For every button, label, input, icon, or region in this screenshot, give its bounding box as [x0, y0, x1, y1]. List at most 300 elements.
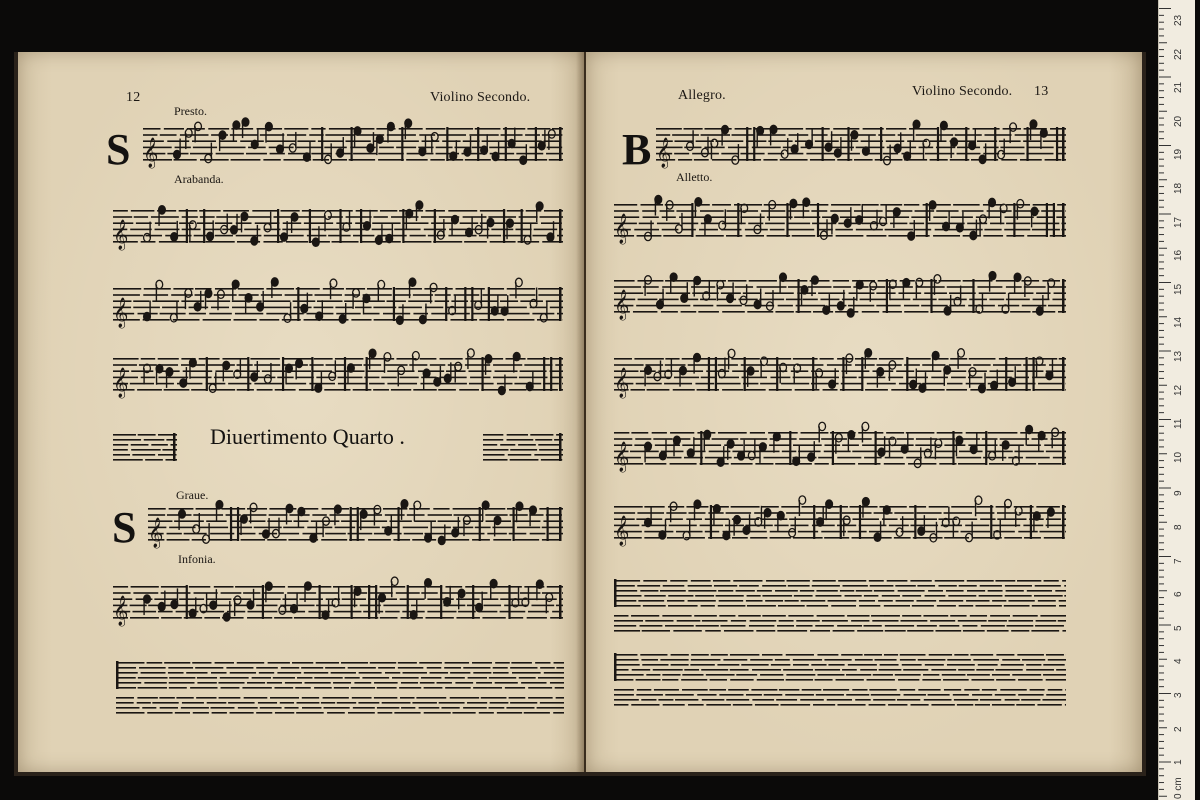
- staff-line: [179, 210, 198, 212]
- ruler-tick: [1159, 261, 1164, 262]
- staff-line: [842, 669, 857, 671]
- staff-line: [391, 216, 418, 218]
- staff-line: [895, 585, 915, 587]
- ruler-tick: [1159, 768, 1164, 769]
- staff-line: [837, 358, 853, 360]
- bar-line: [505, 127, 507, 161]
- staff-line: [717, 305, 742, 307]
- note-stem: [456, 140, 457, 156]
- staff-line: [721, 153, 738, 155]
- staff-line: [786, 674, 815, 676]
- staff-line: [953, 204, 980, 206]
- note-stem: [425, 136, 426, 152]
- staff-line: [138, 677, 168, 679]
- staff-line: [786, 654, 814, 656]
- bar-line: [464, 287, 466, 321]
- note-stem: [923, 143, 924, 159]
- staff-line: [335, 307, 352, 309]
- staff-line: [1005, 216, 1034, 218]
- staff-line: [527, 128, 550, 130]
- ruler-number: 1: [1173, 759, 1184, 766]
- staff-line: [1005, 585, 1032, 587]
- note-stem: [773, 437, 774, 453]
- staff-line: [524, 712, 550, 714]
- note-stem: [354, 131, 355, 147]
- staff-line: [832, 463, 855, 465]
- staff-line: [553, 712, 564, 714]
- staff-line: [260, 707, 282, 709]
- note-head: [452, 529, 459, 537]
- bar-line: [1025, 357, 1027, 391]
- staff-line: [614, 704, 628, 706]
- staff-line: [738, 615, 760, 617]
- staff-line: [696, 235, 724, 237]
- note-head: [247, 601, 254, 609]
- ruler-tick: [1159, 138, 1164, 139]
- staff-line: [160, 134, 177, 136]
- note-stem: [670, 277, 671, 293]
- staff-line: [1026, 457, 1050, 459]
- staff-line: [1011, 630, 1029, 632]
- staff-line: [256, 667, 278, 669]
- note-stem: [416, 599, 417, 615]
- staff-line: [816, 590, 837, 592]
- staff-line: [637, 585, 660, 587]
- staff-line: [512, 672, 541, 674]
- note-stem: [369, 353, 370, 369]
- ruler-tick: [1159, 207, 1164, 208]
- bar-line: [880, 127, 882, 161]
- ruler-tick: [1159, 63, 1164, 64]
- note-head: [970, 231, 977, 239]
- staff-line: [506, 707, 534, 709]
- staff-line: [482, 294, 507, 296]
- ruler-tick: [1159, 97, 1164, 98]
- staff-line: [898, 590, 925, 592]
- staff-line: [335, 358, 363, 360]
- note-stem: [1000, 519, 1001, 535]
- staff-line: [390, 520, 412, 522]
- staff-line: [713, 580, 730, 582]
- note-stem: [889, 284, 890, 300]
- staff-line: [782, 451, 796, 453]
- bar-line: [521, 209, 523, 243]
- staff-line: [811, 134, 827, 136]
- staff-line: [353, 153, 376, 155]
- staff-line: [493, 539, 511, 541]
- staff-line: [363, 313, 379, 315]
- staff-line: [509, 389, 526, 391]
- staff-line: [765, 292, 794, 294]
- note-stem: [285, 594, 286, 610]
- note-stem: [925, 372, 926, 388]
- staff-line: [1057, 204, 1066, 206]
- staff-line: [396, 147, 416, 149]
- staff-line: [667, 600, 684, 602]
- note-stem: [907, 433, 908, 449]
- note-head: [717, 458, 724, 466]
- staff-line: [657, 223, 680, 225]
- note-stem: [953, 521, 954, 537]
- staff-line: [231, 159, 261, 161]
- staff-line: [298, 216, 326, 218]
- note-stem: [156, 369, 157, 385]
- ruler-tick: [1159, 762, 1171, 763]
- staff-line: [924, 292, 947, 294]
- note-stem: [321, 372, 322, 388]
- staff-line: [722, 311, 745, 313]
- staff-line: [513, 140, 542, 142]
- staff-line: [944, 689, 961, 691]
- note-stem: [772, 290, 773, 306]
- staff-line: [351, 319, 371, 321]
- note-stem: [1015, 511, 1016, 527]
- bar-line: [503, 209, 505, 243]
- staff-line: [906, 358, 930, 360]
- staff-line: [937, 531, 959, 533]
- note-head: [419, 147, 426, 155]
- initial-letter: S: [106, 125, 131, 174]
- note-stem: [189, 225, 190, 241]
- bar-line: [535, 127, 537, 161]
- staff-line: [672, 134, 699, 136]
- note-stem: [644, 446, 645, 462]
- staff-line: [492, 527, 513, 529]
- staff-line: [304, 672, 328, 674]
- staff-line: [817, 654, 838, 656]
- staff-line: [792, 235, 816, 237]
- staff-line: [1062, 630, 1066, 632]
- staff-line: [732, 134, 754, 136]
- staff-line: [414, 520, 436, 522]
- staff-line: [999, 358, 1026, 360]
- clef-icon: 𝄞: [113, 596, 129, 626]
- staff-line: [168, 672, 184, 674]
- staff-line: [168, 667, 193, 669]
- note-stem: [704, 434, 705, 450]
- note-stem: [528, 586, 529, 602]
- ruler-tick: [1159, 282, 1171, 283]
- staff-line: [990, 615, 1010, 617]
- staff-line: [1043, 664, 1064, 666]
- staff-line: [295, 377, 313, 379]
- note-stem: [409, 282, 410, 298]
- staff-line: [634, 358, 663, 360]
- staff-line: [939, 280, 961, 282]
- staff-line: [483, 444, 497, 446]
- staff-line: [304, 222, 333, 224]
- note-stem: [903, 283, 904, 299]
- staff-line: [497, 712, 522, 714]
- staff-line: [864, 595, 879, 597]
- staff-line: [169, 682, 195, 684]
- ruler-tick: [1159, 8, 1171, 9]
- bar-line: [512, 507, 514, 541]
- note-stem: [956, 440, 957, 456]
- note-head: [645, 518, 652, 526]
- staff-line: [848, 531, 867, 533]
- staff-line: [360, 605, 381, 607]
- staff-line: [855, 358, 877, 360]
- note-stem: [687, 282, 688, 298]
- staff-line: [138, 687, 167, 689]
- staff-line: [333, 586, 351, 588]
- staff-line: [209, 313, 232, 315]
- note-stem: [318, 226, 319, 242]
- music-staff: [148, 500, 563, 546]
- ruler-tick: [1159, 35, 1164, 36]
- staff-line: [720, 625, 745, 627]
- staff-line: [838, 580, 866, 582]
- note-stem: [862, 502, 863, 518]
- note-head: [754, 300, 761, 308]
- note-head: [158, 602, 165, 610]
- staff-line: [750, 659, 772, 661]
- staff-line: [780, 159, 808, 161]
- staff-line: [667, 537, 683, 539]
- staff-line: [393, 539, 410, 541]
- staff-line: [740, 438, 767, 440]
- staff-line: [942, 674, 966, 676]
- initial-letter: B: [622, 125, 652, 174]
- note-stem: [835, 368, 836, 384]
- note-stem: [194, 126, 195, 142]
- note-stem: [1009, 127, 1010, 143]
- staff-line: [634, 229, 659, 231]
- staff-line: [818, 292, 845, 294]
- staff-line: [664, 383, 692, 385]
- staff-line: [1037, 216, 1055, 218]
- ruler-tick: [1159, 405, 1164, 406]
- note-stem: [242, 122, 243, 138]
- note-head: [520, 156, 527, 164]
- staff-line: [113, 586, 128, 588]
- staff-line: [717, 664, 739, 666]
- staff-line: [917, 512, 942, 514]
- staff-line: [411, 605, 441, 607]
- note-stem: [1015, 366, 1016, 382]
- staff-line: [670, 463, 697, 465]
- staff-line: [438, 520, 461, 522]
- staff-line: [992, 704, 1015, 706]
- staff-line: [171, 294, 193, 296]
- tempo-marking: Graue.: [176, 488, 209, 502]
- staff-line: [775, 463, 795, 465]
- staff-line: [732, 537, 748, 539]
- staff-line: [1003, 128, 1021, 130]
- staff-line: [427, 667, 442, 669]
- staff-line: [656, 128, 682, 130]
- ruler-tick: [1159, 172, 1164, 173]
- staff-line: [896, 438, 913, 440]
- staff-line: [939, 600, 963, 602]
- staff-line: [747, 605, 776, 607]
- staff-line: [751, 689, 777, 691]
- staff-line: [472, 662, 492, 664]
- note-head: [748, 451, 755, 459]
- note-stem: [777, 516, 778, 532]
- staff-line: [812, 585, 840, 587]
- staff-line: [777, 630, 807, 632]
- staff-line: [869, 531, 898, 533]
- staff-line: [377, 687, 397, 689]
- staff-line: [710, 679, 727, 681]
- staff-line: [762, 506, 779, 508]
- note-stem: [985, 143, 986, 159]
- bar-line: [822, 127, 824, 161]
- note-head: [683, 531, 690, 539]
- staff-line: [719, 615, 735, 617]
- staff-line: [314, 677, 342, 679]
- staff-line: [190, 687, 217, 689]
- ruler-tick: [1159, 645, 1164, 646]
- ruler-tick: [1159, 104, 1164, 105]
- note-stem: [935, 443, 936, 459]
- note-stem: [1051, 432, 1052, 448]
- staff-line: [614, 506, 643, 508]
- staff-line: [1065, 389, 1066, 391]
- staff-line: [463, 667, 490, 669]
- staff-line: [147, 662, 163, 664]
- staff-line: [848, 305, 874, 307]
- note-stem: [513, 357, 514, 373]
- bar-line: [926, 203, 928, 237]
- staff-line: [138, 434, 156, 436]
- staff-line: [916, 134, 937, 136]
- staff-line: [837, 159, 852, 161]
- staff-line: [954, 699, 978, 701]
- note-head: [659, 452, 666, 460]
- staff-line: [377, 707, 399, 709]
- music-staff: [614, 272, 1066, 318]
- staff-line: [900, 654, 926, 656]
- staff-line: [404, 533, 423, 535]
- staff-line: [198, 527, 228, 529]
- staff-line: [752, 147, 781, 149]
- ruler-tick: [1159, 159, 1164, 160]
- staff-line: [886, 432, 904, 434]
- staff-line: [511, 222, 537, 224]
- ruler-number: 16: [1173, 250, 1184, 262]
- staff-line: [348, 667, 376, 669]
- note-head: [719, 221, 726, 229]
- ruler-tick: [1159, 570, 1164, 571]
- staff-line: [988, 590, 1003, 592]
- staff-line: [694, 615, 717, 617]
- staff-line: [116, 712, 144, 714]
- staff-line: [169, 527, 195, 529]
- staff-line: [353, 707, 375, 709]
- staff-line: [958, 669, 974, 671]
- note-stem: [811, 280, 812, 296]
- staff-line: [867, 383, 896, 385]
- staff-line: [848, 664, 877, 666]
- staff-line: [447, 128, 473, 130]
- note-stem: [185, 133, 186, 149]
- note-stem: [799, 445, 800, 461]
- ruler-tick: [1159, 789, 1164, 790]
- staff-line: [113, 454, 130, 456]
- staff-line: [144, 682, 166, 684]
- note-head: [526, 382, 533, 390]
- staff-line: [1038, 383, 1064, 385]
- note-stem: [548, 134, 549, 150]
- staff-line: [139, 667, 166, 669]
- staff-line: [472, 539, 490, 541]
- staff-line: [1062, 580, 1066, 582]
- note-stem: [1048, 283, 1049, 299]
- staff-line: [211, 672, 227, 674]
- note-stem: [851, 135, 852, 151]
- staff-line: [746, 235, 764, 237]
- tempo-marking: Alletto.: [676, 170, 713, 184]
- staff-line: [133, 592, 158, 594]
- note-stem: [738, 144, 739, 160]
- note-stem: [515, 282, 516, 298]
- staff-line: [531, 605, 554, 607]
- staff-line: [951, 506, 975, 508]
- staff-line: [961, 531, 991, 533]
- staff-line: [916, 370, 941, 372]
- staff-line: [562, 592, 563, 594]
- staff-line: [704, 444, 722, 446]
- staff-line: [614, 286, 641, 288]
- note-stem: [322, 300, 323, 316]
- staff-line: [542, 539, 561, 541]
- staff-line: [1045, 159, 1062, 161]
- note-stem: [1042, 295, 1043, 311]
- note-stem: [487, 134, 488, 150]
- staff-line: [116, 677, 136, 679]
- staff-line: [679, 216, 708, 218]
- staff-line: [1012, 674, 1041, 676]
- note-stem: [536, 288, 537, 304]
- ruler-tick: [1159, 494, 1164, 495]
- staff-line: [410, 235, 426, 237]
- staff-line: [614, 679, 633, 681]
- staff-line: [980, 518, 995, 520]
- note-stem: [205, 293, 206, 309]
- staff-line: [769, 444, 790, 446]
- staff-line: [637, 689, 651, 691]
- staff-line: [682, 689, 708, 691]
- note-stem: [940, 126, 941, 142]
- staff-line: [785, 694, 814, 696]
- staff-line: [640, 204, 663, 206]
- staff-line: [223, 210, 249, 212]
- staff-line: [530, 434, 553, 436]
- staff-line: [424, 288, 452, 290]
- bar-line: [351, 127, 353, 161]
- staff-line: [345, 677, 360, 679]
- staff-line: [967, 674, 990, 676]
- staff-line: [912, 605, 934, 607]
- staff-line: [836, 679, 864, 681]
- bar-line: [937, 127, 939, 161]
- staff-line: [161, 617, 182, 619]
- staff-line: [614, 595, 641, 597]
- note-head: [970, 445, 977, 453]
- staff-line: [997, 512, 1017, 514]
- staff-line: [270, 153, 285, 155]
- staff-line: [1004, 537, 1022, 539]
- note-head: [207, 232, 214, 240]
- staff-line: [885, 457, 904, 459]
- note-stem: [787, 138, 788, 154]
- note-head: [315, 384, 322, 392]
- note-head: [251, 140, 258, 148]
- clef-icon: 𝄞: [614, 290, 630, 320]
